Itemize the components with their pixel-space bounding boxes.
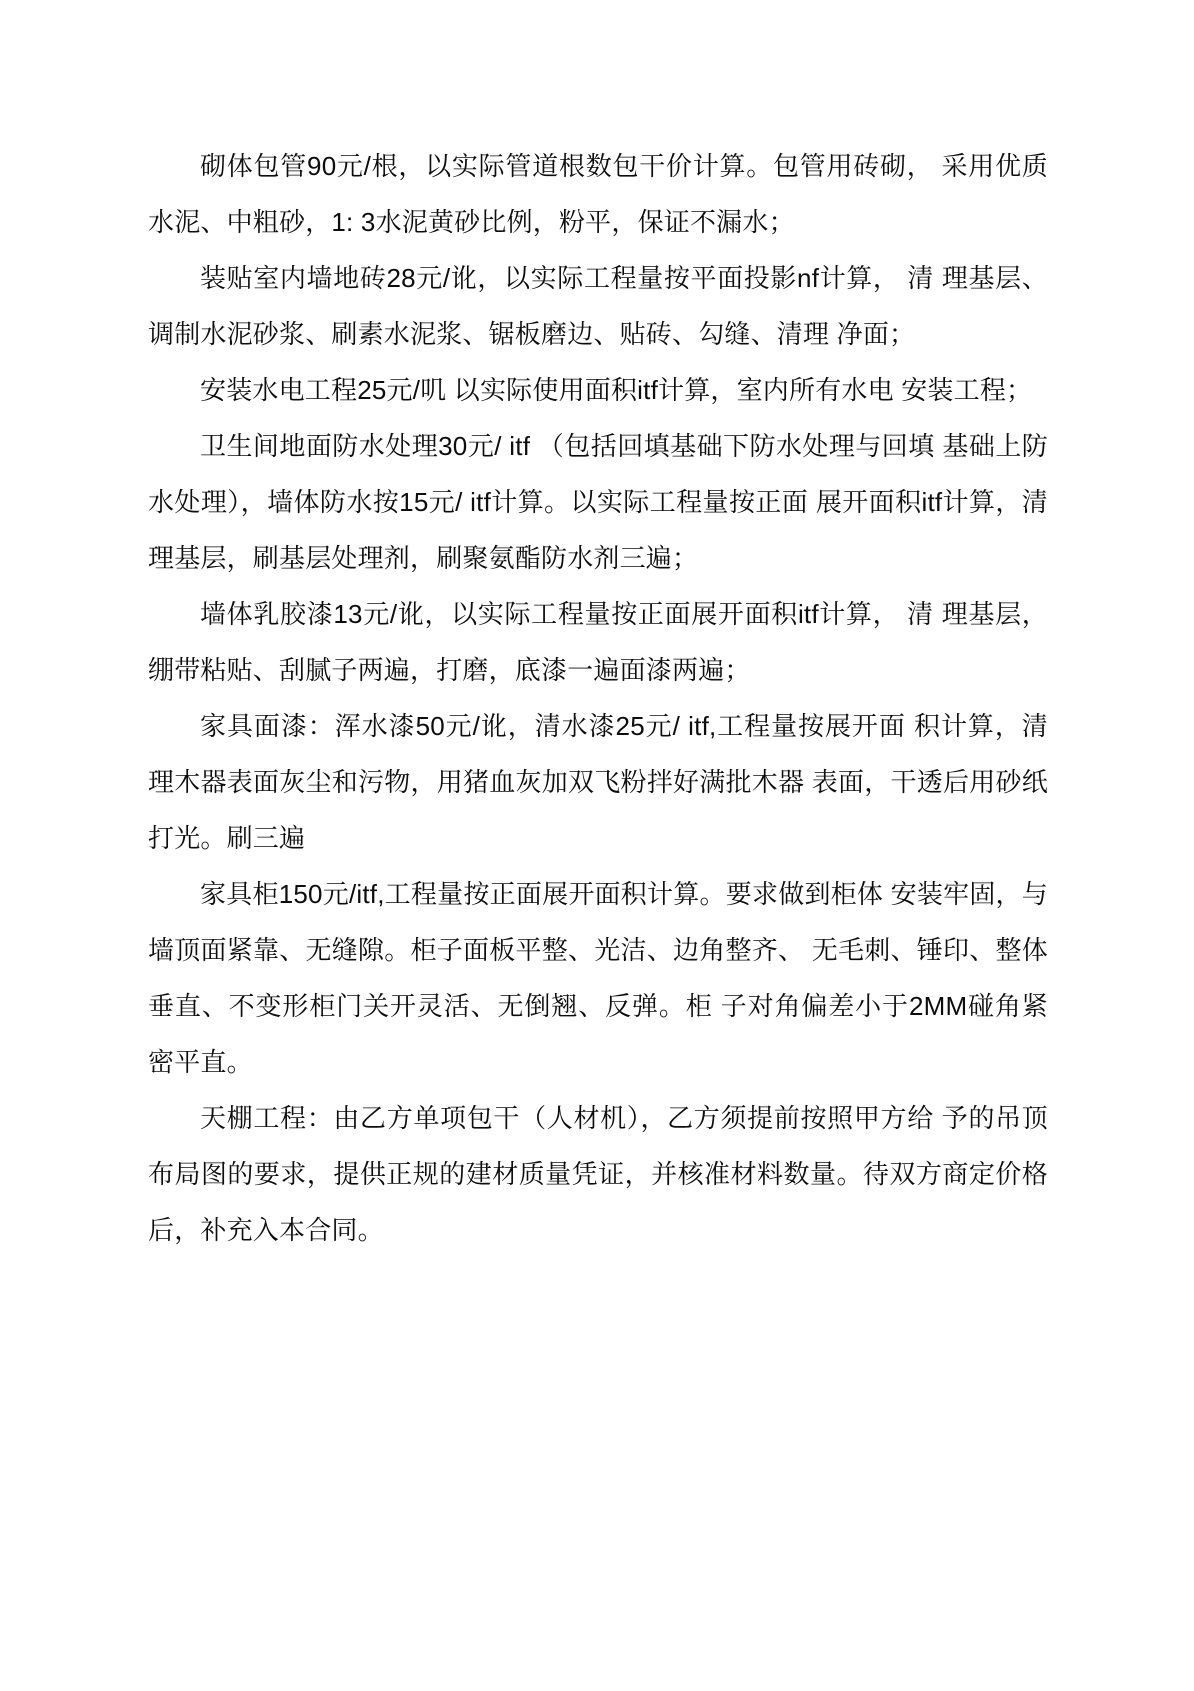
paragraph: 安装水电工程25元/叽 以实际使用面积itf计算，室内所有水电 安装工程；: [200, 375, 1033, 405]
paragraph: 砌体包管90元/根，以实际管道根数包干价计算。包管用砖砌， 采用优质水泥、中粗砂，1: 3水泥黄砂比例，粉平，保证不漏水；: [148, 151, 1048, 237]
paragraph: 天棚工程：由乙方单项包干（人材机），乙方须提前按照甲方给 予的吊顶布局图的要求，提供正规的建材质量凭证，并核准材料数量。待双方商定价格后，补充入本合同。: [148, 1103, 1048, 1245]
paragraph: 家具面漆：浑水漆50元/讹，清水漆25元/ itf,工程量按展开面 积计算，清理木器表面灰尘和污物，用猪血灰加双飞粉拌好满批木器 表面，干透后用砂纸打光。刷三遍: [148, 711, 1048, 853]
paragraph: 墙体乳胶漆13元/讹，以实际工程量按正面展开面积itf计算， 清 理基层，绷带粘贴、刮腻子两遍，打磨，底漆一遍面漆两遍；: [148, 599, 1048, 685]
paragraph: 装贴室内墙地砖28元/讹，以实际工程量按平面投影nf计算， 清 理基层、调制水泥砂浆、刷素水泥浆、锯板磨边、贴砖、勾缝、清理 净面；: [148, 263, 1048, 349]
document-body: [148, 138, 1048, 1258]
paragraph: 卫生间地面防水处理30元/ itf （包括回填基础下防水处理与回填 基础上防水处理），墙体防水按15元/ itf计算。以实际工程量按正面 展开面积itf计算，清理基层，刷基层处理剂，刷聚氨酯防水剂三遍；: [148, 431, 1048, 573]
paragraph: 家具柜150元/itf,工程量按正面展开面积计算。要求做到柜体 安装牢固，与墙顶面紧靠、无缝隙。柜子面板平整、光洁、边角整齐、 无毛刺、锤印、整体垂直、不变形柜门关开灵活、无倒翘、反弹。柜 子对角偏差小于2MM碰角紧密平直。: [148, 879, 1048, 1077]
